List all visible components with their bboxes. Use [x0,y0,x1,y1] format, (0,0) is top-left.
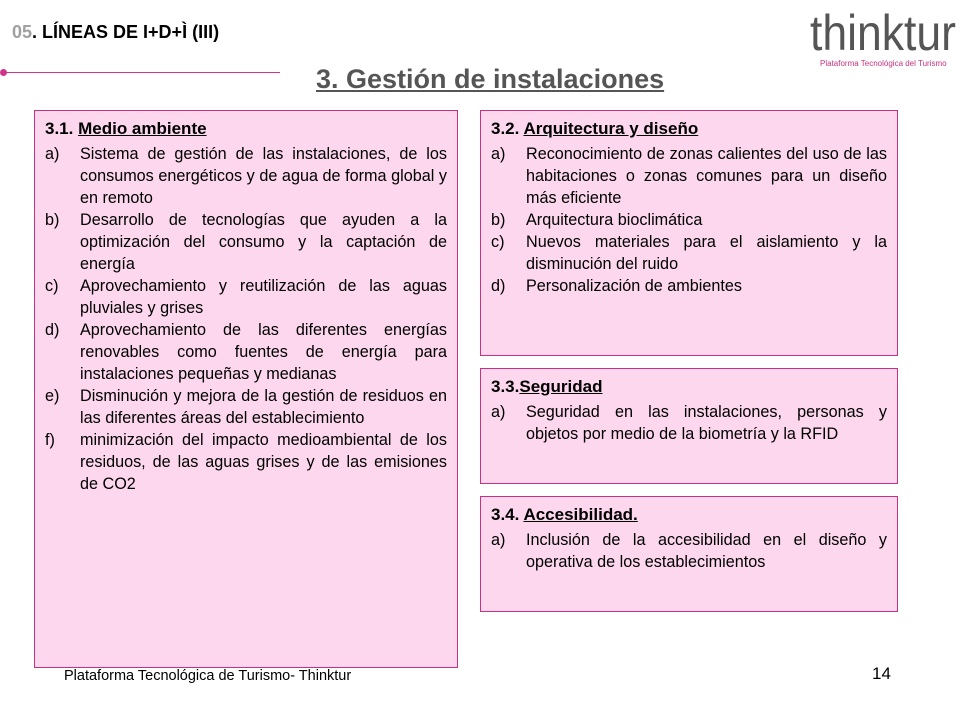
section-box-arquitectura [480,110,898,356]
item-marker: d) [491,277,506,295]
section-heading-number: 3.1. [45,119,74,138]
item-text: minimización del impacto medioambiental de los residuos, de las aguas grises y de las emisiones de CO2 [80,431,447,493]
section-box-seguridad [480,368,898,484]
item-marker: c) [491,233,505,251]
item-text: Desarrollo de tecnologías que ayuden a la optimización del consumo y la captación de energía [80,211,447,273]
section-tag [12,22,219,43]
section-heading-title: Arquitectura y diseño [523,119,699,138]
section-heading-title: Seguridad [519,377,603,396]
section-heading-number: 3.2. [491,119,520,138]
header-rule [4,72,280,73]
section-heading-title: Accesibilidad. [523,505,638,524]
item-marker: a) [491,403,506,421]
item-marker: a) [45,145,60,163]
item-text: Personalización de ambientes [526,277,742,295]
section-box-medio-ambiente [34,110,458,668]
list-item [45,319,447,385]
item-marker: a) [491,145,506,163]
section-title: . LÍNEAS DE I+D+Ì (III) [32,22,220,42]
page-title: 3. Gestión de instalaciones [316,64,665,94]
item-marker: d) [45,321,60,339]
list-item [45,143,447,209]
item-list [491,143,887,297]
section-heading [491,505,887,525]
section-heading-number: 3.3. [491,377,520,396]
item-text: Seguridad en las instalaciones, personas y objetos por medio de la biometría y la RFID [526,403,887,443]
list-item [491,209,887,231]
item-marker: a) [491,531,506,549]
list-item [45,385,447,429]
item-text: Reconocimiento de zonas calientes del uso de las habitaciones o zonas comunes para un diseño más eficiente [526,145,887,207]
item-list [491,529,887,573]
item-marker: b) [45,211,60,229]
section-number: 05 [12,22,33,42]
item-marker: c) [45,277,59,295]
item-text: Aprovechamiento y reutilización de las aguas pluviales y grises [80,277,447,317]
item-marker: f) [45,431,55,449]
page-number: 14 [872,664,891,683]
item-text: Nuevos materiales para el aislamiento y la disminución del ruido [526,233,887,273]
thinktur-logo [808,0,958,72]
list-item [45,275,447,319]
list-item [491,401,887,445]
section-heading-number: 3.4. [491,505,520,524]
item-text: Aprovechamiento de las diferentes energías renovables como fuentes de energía para instalaciones pequeñas y medianas [80,321,447,383]
item-text: Disminución y mejora de la gestión de residuos en las diferentes áreas del establecimiento [80,387,447,427]
section-heading [491,377,887,397]
section-heading [491,119,887,139]
item-text: Sistema de gestión de las instalaciones, de los consumos energéticos y de agua de forma global y en remoto [80,145,447,207]
list-item [491,231,887,275]
list-item [45,429,447,495]
list-item [45,209,447,275]
item-list [491,401,887,445]
item-text: Arquitectura bioclimática [526,211,703,229]
item-marker: b) [491,211,506,229]
item-marker: e) [45,387,60,405]
footer-text: Plataforma Tecnológica de Turismo- Thinktur [64,668,352,684]
section-heading-title: Medio ambiente [78,119,207,138]
section-heading [45,119,447,139]
logo-wordmark: thinktur [810,5,956,61]
list-item [491,275,887,297]
item-text: Inclusión de la accesibilidad en el diseño y operativa de los establecimientos [526,531,887,571]
logo-tagline: Plataforma Tecnológica del Turismo [820,59,947,68]
list-item [491,529,887,573]
item-list [45,143,447,495]
section-box-accesibilidad [480,496,898,612]
list-item [491,143,887,209]
